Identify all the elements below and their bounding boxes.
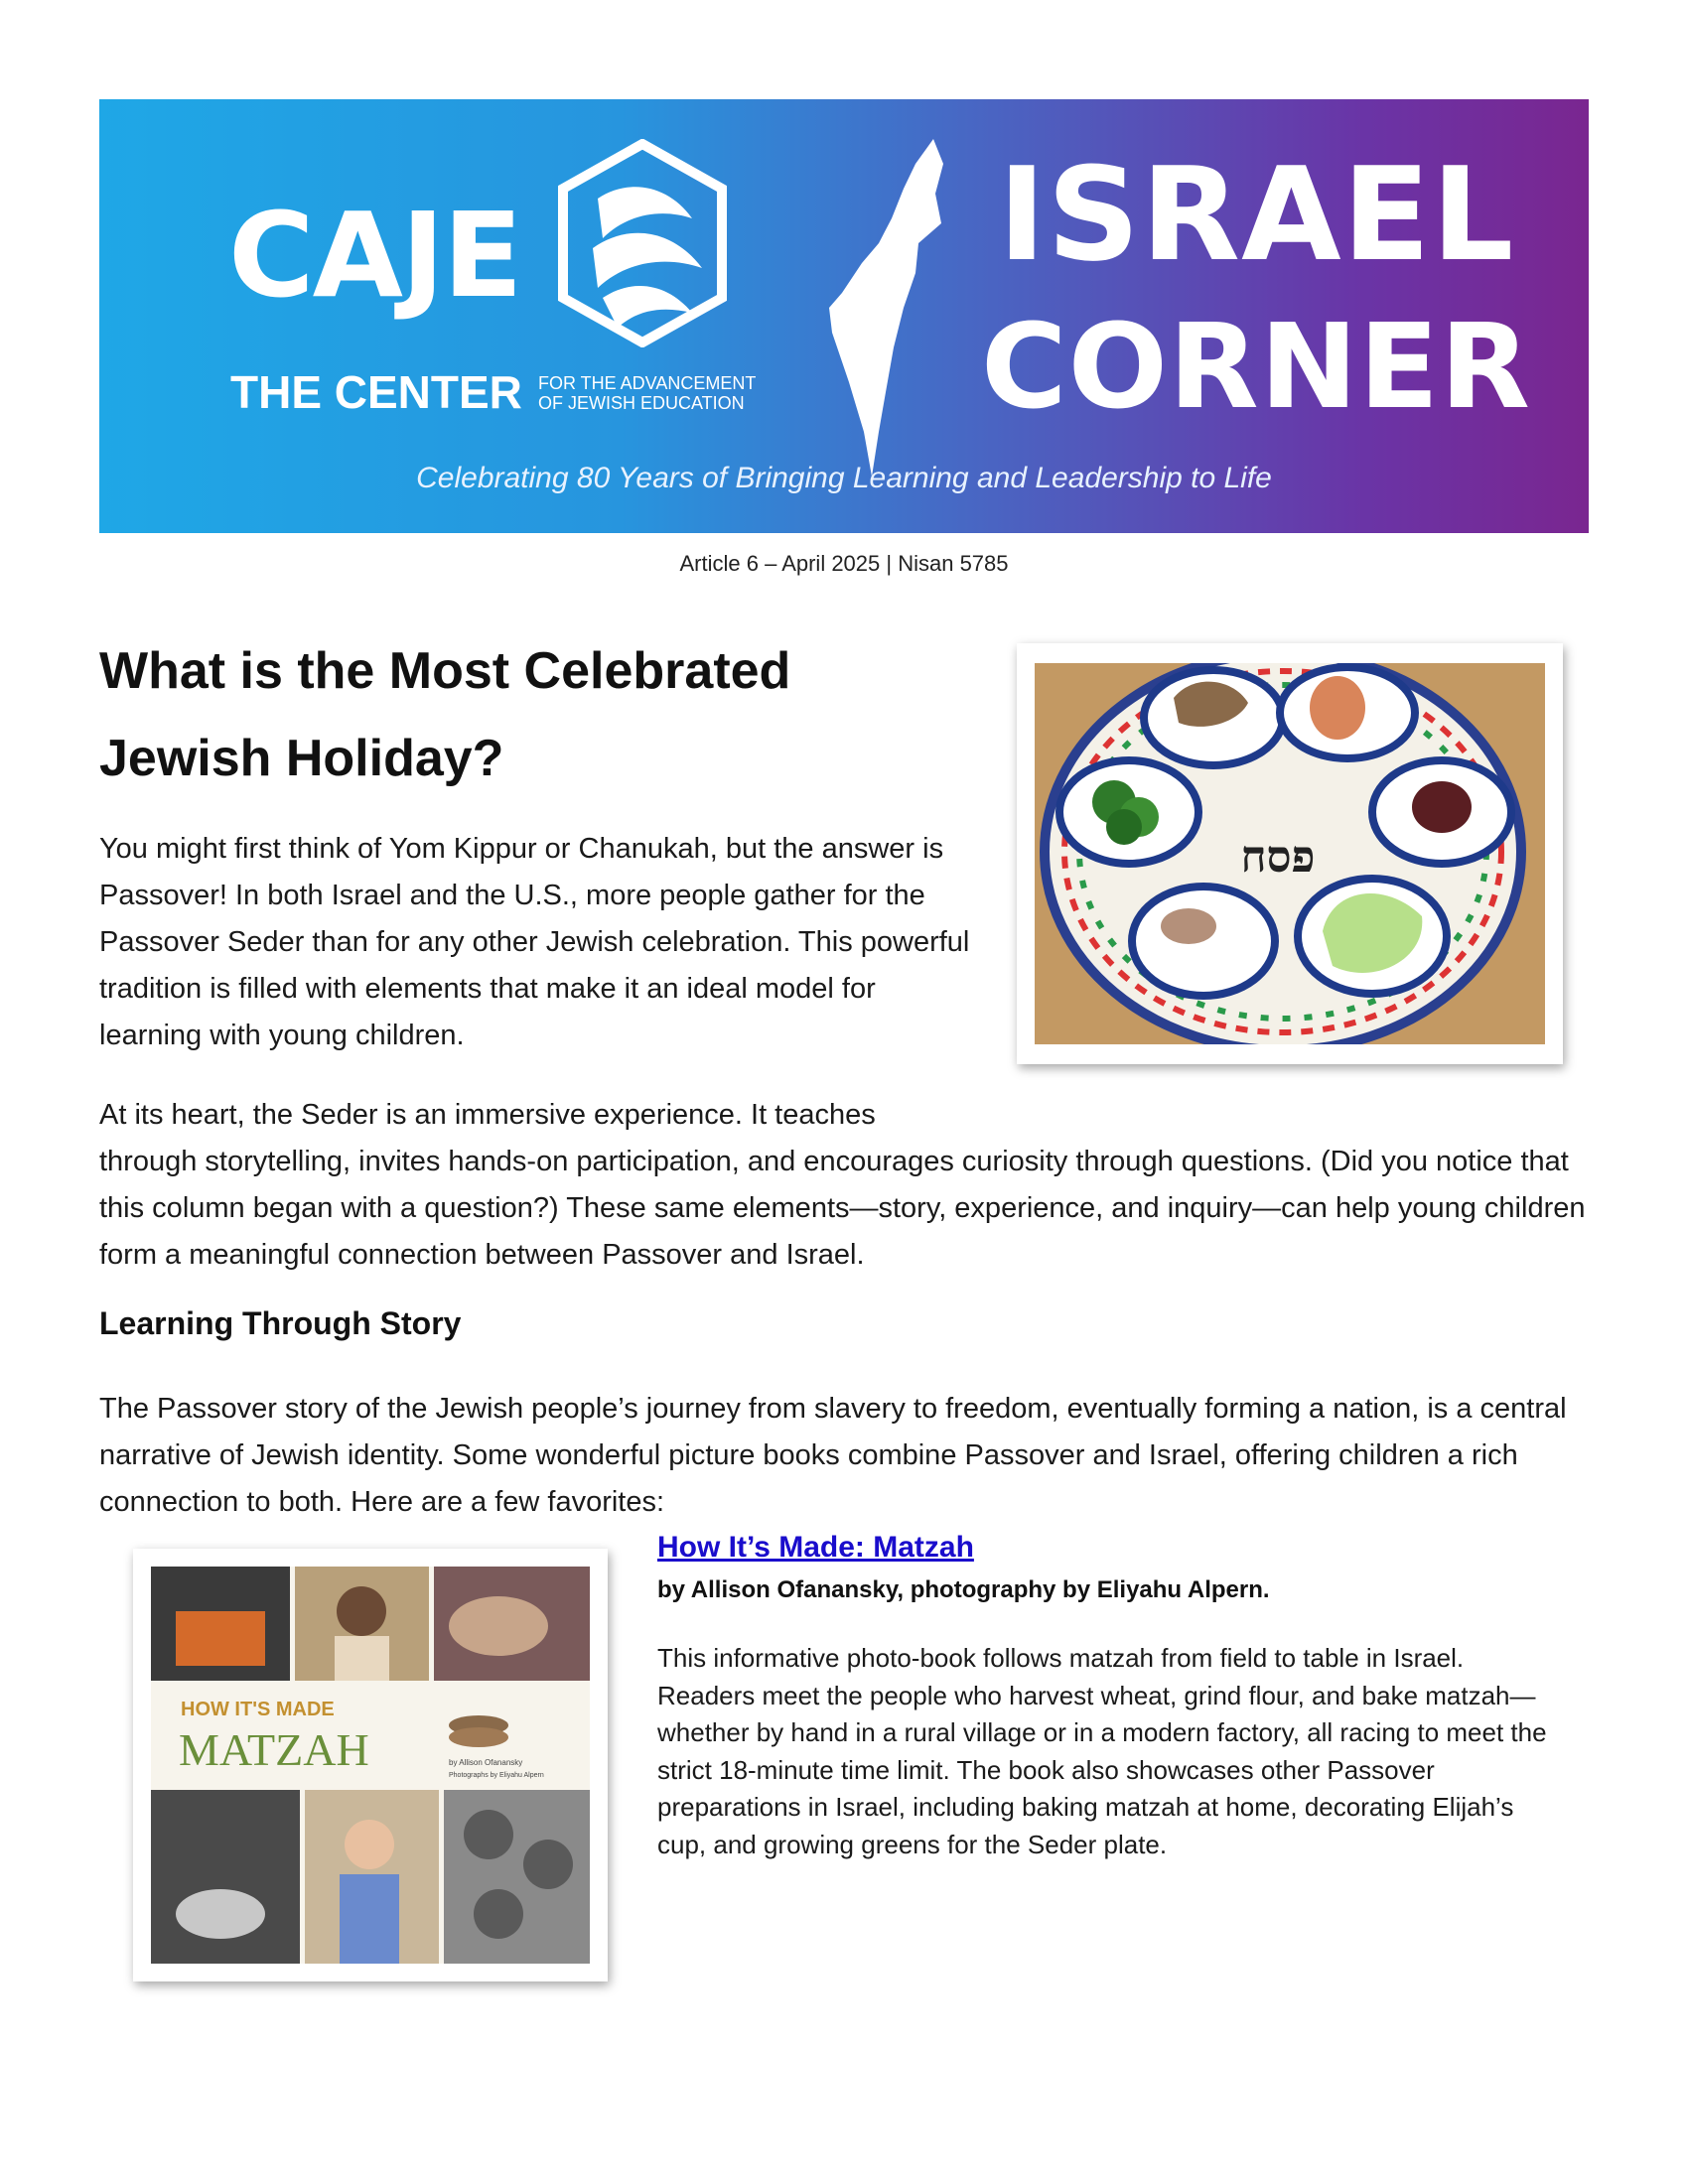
center-subtitle <box>538 373 756 413</box>
page-title: What is the Most Celebrated Jewish Holiday? <box>99 642 791 787</box>
israel-map-icon <box>824 134 953 481</box>
israel-text: ISRAEL <box>998 139 1515 290</box>
seder-plate-center-text: פסח <box>1240 832 1316 883</box>
seder-paragraph-first-line: At its heart, the Seder is an immersive experience. It teaches <box>99 1099 876 1131</box>
seder-bowl-parsley <box>1059 760 1198 864</box>
seder-plate-photo <box>1017 643 1563 1064</box>
seder-bowl-egg <box>1280 667 1415 758</box>
banner-tagline: Celebrating 80 Years of Bringing Learning and Leadership to Life <box>416 462 1272 494</box>
book-cover-image <box>133 1549 608 1981</box>
cover-title-line2: MATZAH <box>179 1724 369 1775</box>
cover-credit-photo: Photographs by Eliyahu Alpern <box>449 1772 544 1779</box>
seder-bowl-shankbone <box>1144 670 1283 765</box>
center-subtitle-line2: OF JEWISH EDUCATION <box>538 393 745 413</box>
book-cover-art <box>151 1567 590 1964</box>
section-heading: Learning Through Story <box>99 1305 462 1341</box>
caje-logo-text: CAJE <box>228 187 521 324</box>
seder-bowl-charoset <box>1132 887 1275 996</box>
cover-credit-author: by Allison Ofanansky <box>449 1758 523 1767</box>
book-description: This informative photo-book follows matzah from field to table in Israel. Readers meet the people who harvest wheat, grind flour, and bake matzah—whether by hand in a rural village or in a modern factory, all racing to meet the strict 18-minute time limit. The book also showcases other Passover preparations in Israel, including baking matzah at home, decorating Elijah’s cup, and growing greens for the Seder plate. <box>657 1643 1547 1859</box>
cover-title-line1: HOW IT'S MADE <box>181 1699 335 1720</box>
corner-text: CORNER <box>981 298 1531 435</box>
seder-bowl-lettuce <box>1298 879 1447 994</box>
header-banner <box>99 99 1589 533</box>
seder-paragraph-rest: through storytelling, invites hands-on participation, and encourages curiosity through questions. (Did you notice that this column began with a question?) These same elements—story, experience, and inquiry—can help young children form a meaningful connection between Passover and Israel. <box>99 1146 1586 1271</box>
center-subtitle-line1: FOR THE ADVANCEMENT <box>538 373 757 393</box>
seder-plate-image <box>1035 663 1545 1044</box>
book-title-link[interactable]: How It’s Made: Matzah <box>657 1531 974 1564</box>
story-paragraph: The Passover story of the Jewish people’s journey from slavery to freedom, eventually forming a nation, is a central narrative of Jewish identity. Some wonderful picture books combine Passover and Israel, offering children a rich connection to both. Here are a few favorites: <box>99 1393 1567 1518</box>
seder-paragraph <box>99 1092 1589 1279</box>
article-info: Article 6 – April 2025 | Nisan 5785 <box>679 551 1009 576</box>
the-center-text: THE CENTER <box>230 366 522 418</box>
intro-paragraph: You might first think of Yom Kippur or Chanukah, but the answer is Passover! In both Israel and the U.S., more people gather for the Passover Seder than for any other Jewish celebration. This powerful tradition is filled with elements that make it an ideal model for learning with young children. <box>99 833 970 1051</box>
caje-hexagon-logo-icon <box>558 139 727 347</box>
seder-bowl-beet <box>1372 760 1511 864</box>
book-author: by Allison Ofanansky, photography by Eliyahu Alpern. <box>657 1576 1270 1603</box>
